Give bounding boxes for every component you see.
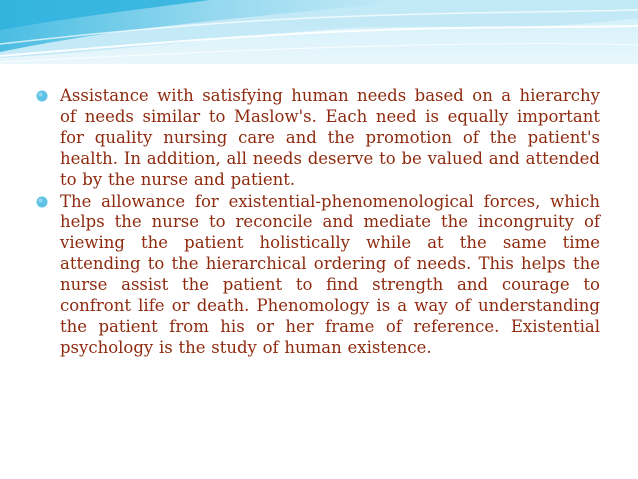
decorative-wave-banner [0,0,638,64]
circle-bullet-icon [36,90,48,102]
list-item [34,192,600,359]
bullet-list [34,86,600,360]
bullet-text: Assistance with satisfying human needs based on a hierarchy of needs similar to Maslow's. Each need is equally important for quality nursing care and the promotion of the patient's health. In addition, all needs deserve to be valued and attended to by the nurse and patient. [60,86,600,189]
list-item [34,86,600,191]
bullet-text: The allowance for existential-phenomenological forces, which helps the nurse to reconcile and mediate the incongruity of viewing the patient holistically while at the same time attending to the hierarchical ordering of needs. This helps the nurse assist the patient to find strength and courage to confront life or death. Phenomology is a way of understanding the patient from his or her frame of reference. Existential psychology is the study of human existence. [60,191,600,357]
circle-bullet-icon [36,196,48,208]
